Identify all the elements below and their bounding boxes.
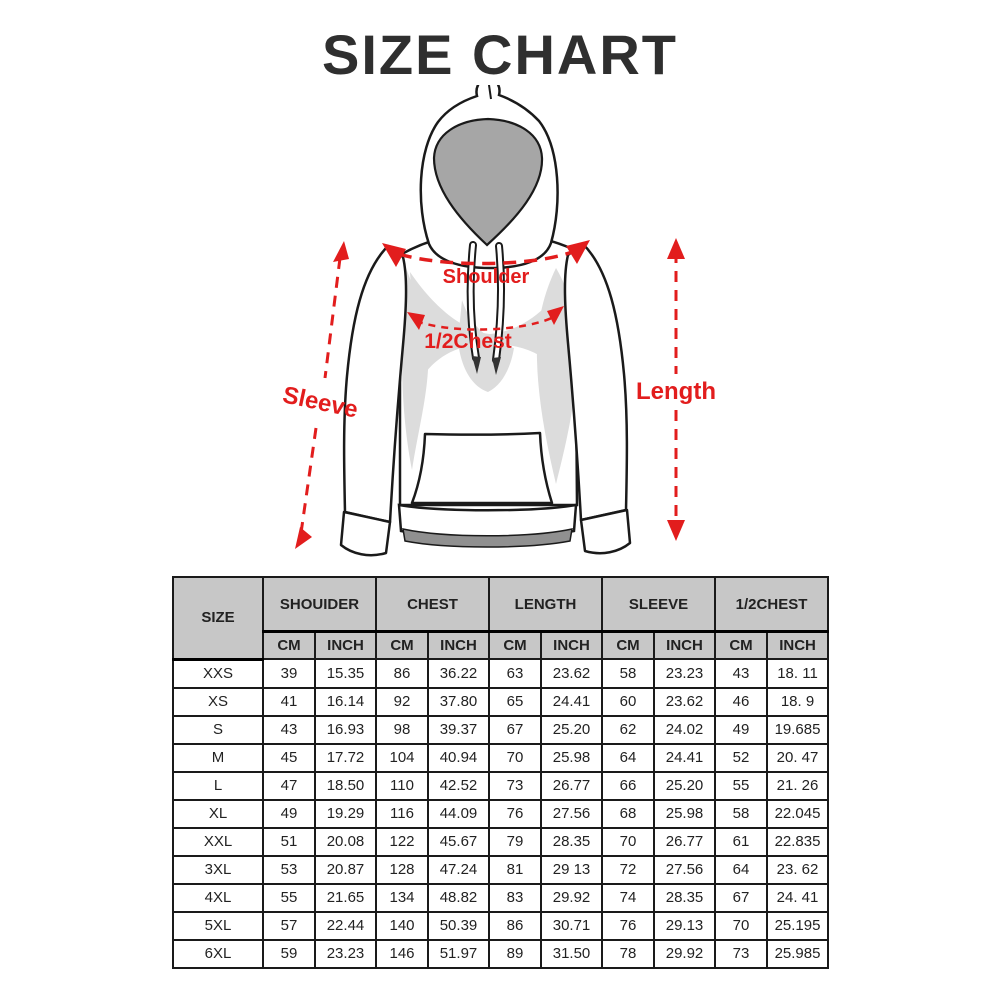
measurement-cell: 40.94 [428, 744, 489, 772]
measurement-cell: 66 [602, 772, 654, 800]
measurement-cell: 20. 47 [767, 744, 828, 772]
measurement-cell: 73 [715, 940, 767, 968]
measurement-cell: 27.56 [541, 800, 602, 828]
measurement-cell: 83 [489, 884, 541, 912]
measurement-cell: 89 [489, 940, 541, 968]
unit-inch: INCH [767, 632, 828, 660]
measurement-cell: 44.09 [428, 800, 489, 828]
measurement-cell: 76 [602, 912, 654, 940]
measurement-cell: 22.045 [767, 800, 828, 828]
measurement-cell: 43 [263, 716, 315, 744]
measurement-cell: 53 [263, 856, 315, 884]
table-row [173, 856, 828, 884]
size-cell: 5XL [173, 912, 263, 940]
measurement-cell: 22.44 [315, 912, 376, 940]
header-half-chest: 1/2CHEST [715, 577, 828, 632]
header-chest: CHEST [376, 577, 489, 632]
header-sleeve: SLEEVE [602, 577, 715, 632]
measurement-cell: 65 [489, 688, 541, 716]
measurement-cell: 55 [263, 884, 315, 912]
measurement-cell: 20.87 [315, 856, 376, 884]
measurement-cell: 64 [715, 856, 767, 884]
measurement-cell: 92 [376, 688, 428, 716]
size-table-body [173, 659, 828, 968]
measurement-cell: 25.195 [767, 912, 828, 940]
measurement-cell: 23.62 [654, 688, 715, 716]
measurement-cell: 36.22 [428, 659, 489, 688]
measurement-cell: 28.35 [654, 884, 715, 912]
measurement-cell: 140 [376, 912, 428, 940]
measurement-cell: 48.82 [428, 884, 489, 912]
table-row [173, 688, 828, 716]
measurement-cell: 58 [602, 659, 654, 688]
table-row [173, 800, 828, 828]
measurement-cell: 23.23 [654, 659, 715, 688]
measurement-cell: 17.72 [315, 744, 376, 772]
measurement-cell: 63 [489, 659, 541, 688]
unit-cm: CM [376, 632, 428, 660]
table-row [173, 659, 828, 688]
measurement-cell: 25.985 [767, 940, 828, 968]
measurement-cell: 81 [489, 856, 541, 884]
length-arrow [636, 238, 716, 541]
size-table [172, 576, 829, 969]
measurement-cell: 30.71 [541, 912, 602, 940]
measurement-cell: 26.77 [654, 828, 715, 856]
unit-inch: INCH [315, 632, 376, 660]
measurement-cell: 37.80 [428, 688, 489, 716]
measurement-cell: 15.35 [315, 659, 376, 688]
half-chest-label: 1/2Chest [424, 330, 512, 353]
header-shoulder: SHOUIDER [263, 577, 376, 632]
measurement-cell: 25.98 [654, 800, 715, 828]
measurement-cell: 60 [602, 688, 654, 716]
unit-cm: CM [263, 632, 315, 660]
measurement-cell: 122 [376, 828, 428, 856]
measurement-cell: 25.20 [654, 772, 715, 800]
measurement-cell: 16.93 [315, 716, 376, 744]
unit-cm: CM [602, 632, 654, 660]
table-row [173, 772, 828, 800]
measurement-cell: 47 [263, 772, 315, 800]
measurement-cell: 98 [376, 716, 428, 744]
measurement-cell: 23.62 [541, 659, 602, 688]
measurement-cell: 22.835 [767, 828, 828, 856]
unit-inch: INCH [654, 632, 715, 660]
measurement-cell: 19.685 [767, 716, 828, 744]
measurement-cell: 76 [489, 800, 541, 828]
measurement-cell: 49 [715, 716, 767, 744]
header-size: SIZE [173, 577, 263, 659]
measurement-cell: 70 [715, 912, 767, 940]
measurement-cell: 134 [376, 884, 428, 912]
measurement-cell: 39 [263, 659, 315, 688]
size-cell: XL [173, 800, 263, 828]
measurement-cell: 62 [602, 716, 654, 744]
size-cell: 6XL [173, 940, 263, 968]
measurement-cell: 25.98 [541, 744, 602, 772]
measurement-cell: 64 [602, 744, 654, 772]
measurement-cell: 27.56 [654, 856, 715, 884]
measurement-cell: 23. 62 [767, 856, 828, 884]
measurement-cell: 24.41 [541, 688, 602, 716]
measurement-cell: 73 [489, 772, 541, 800]
hood [421, 85, 558, 268]
unit-inch: INCH [541, 632, 602, 660]
measurement-cell: 61 [715, 828, 767, 856]
measurement-cell: 47.24 [428, 856, 489, 884]
measurement-cell: 86 [489, 912, 541, 940]
unit-inch: INCH [428, 632, 489, 660]
measurement-cell: 43 [715, 659, 767, 688]
length-label: Length [636, 378, 716, 405]
measurement-cell: 70 [602, 828, 654, 856]
measurement-cell: 25.20 [541, 716, 602, 744]
measurement-cell: 24.02 [654, 716, 715, 744]
measurement-cell: 19.29 [315, 800, 376, 828]
measurement-cell: 58 [715, 800, 767, 828]
measurement-cell: 29.13 [654, 912, 715, 940]
header-length: LENGTH [489, 577, 602, 632]
measurement-cell: 26.77 [541, 772, 602, 800]
measurement-cell: 45.67 [428, 828, 489, 856]
table-row [173, 828, 828, 856]
shoulder-label: Shoulder [442, 266, 530, 288]
measurement-cell: 146 [376, 940, 428, 968]
hoodie-measurement-diagram [150, 85, 850, 575]
measurement-cell: 116 [376, 800, 428, 828]
table-row [173, 716, 828, 744]
size-cell: S [173, 716, 263, 744]
size-cell: M [173, 744, 263, 772]
measurement-cell: 86 [376, 659, 428, 688]
measurement-cell: 67 [489, 716, 541, 744]
measurement-cell: 42.52 [428, 772, 489, 800]
measurement-cell: 18. 11 [767, 659, 828, 688]
measurement-cell: 78 [602, 940, 654, 968]
measurement-cell: 24. 41 [767, 884, 828, 912]
size-cell: 3XL [173, 856, 263, 884]
measurement-cell: 74 [602, 884, 654, 912]
measurement-cell: 45 [263, 744, 315, 772]
measurement-cell: 55 [715, 772, 767, 800]
measurement-cell: 110 [376, 772, 428, 800]
table-row [173, 884, 828, 912]
measurement-cell: 18. 9 [767, 688, 828, 716]
measurement-cell: 49 [263, 800, 315, 828]
page-title: SIZE CHART [322, 23, 678, 86]
measurement-cell: 72 [602, 856, 654, 884]
size-cell: L [173, 772, 263, 800]
unit-cm: CM [715, 632, 767, 660]
measurement-cell: 104 [376, 744, 428, 772]
measurement-cell: 29.92 [541, 884, 602, 912]
measurement-cell: 29 13 [541, 856, 602, 884]
measurement-cell: 128 [376, 856, 428, 884]
measurement-cell: 20.08 [315, 828, 376, 856]
measurement-cell: 70 [489, 744, 541, 772]
measurement-cell: 59 [263, 940, 315, 968]
size-cell: 4XL [173, 884, 263, 912]
table-row [173, 940, 828, 968]
measurement-cell: 51 [263, 828, 315, 856]
unit-cm: CM [489, 632, 541, 660]
measurement-cell: 50.39 [428, 912, 489, 940]
measurement-cell: 41 [263, 688, 315, 716]
measurement-cell: 57 [263, 912, 315, 940]
measurement-cell: 29.92 [654, 940, 715, 968]
size-cell: XS [173, 688, 263, 716]
measurement-cell: 24.41 [654, 744, 715, 772]
measurement-cell: 28.35 [541, 828, 602, 856]
measurement-cell: 21. 26 [767, 772, 828, 800]
size-cell: XXL [173, 828, 263, 856]
measurement-cell: 51.97 [428, 940, 489, 968]
measurement-cell: 23.23 [315, 940, 376, 968]
measurement-cell: 79 [489, 828, 541, 856]
kangaroo-pocket [412, 433, 552, 503]
measurement-cell: 46 [715, 688, 767, 716]
table-row [173, 912, 828, 940]
measurement-cell: 18.50 [315, 772, 376, 800]
sleeve-label: Sleeve [280, 381, 361, 424]
measurement-cell: 39.37 [428, 716, 489, 744]
measurement-cell: 68 [602, 800, 654, 828]
measurement-cell: 67 [715, 884, 767, 912]
measurement-cell: 16.14 [315, 688, 376, 716]
table-row [173, 744, 828, 772]
measurement-cell: 21.65 [315, 884, 376, 912]
measurement-cell: 31.50 [541, 940, 602, 968]
measurement-cell: 52 [715, 744, 767, 772]
size-cell: XXS [173, 659, 263, 688]
